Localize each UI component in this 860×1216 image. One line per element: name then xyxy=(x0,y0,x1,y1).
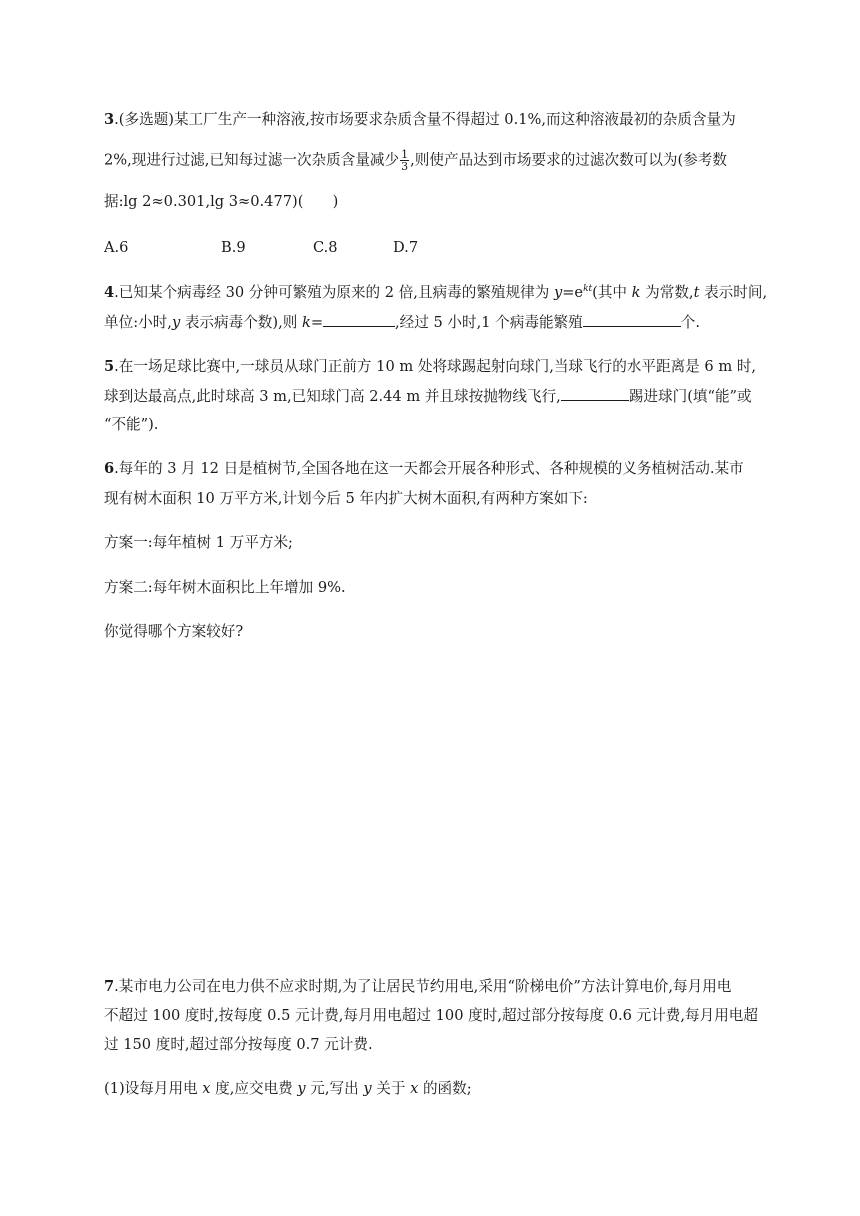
q6-question: 你觉得哪个方案较好? xyxy=(104,623,244,640)
q3-line-1: 3.(多选题)某工厂生产一种溶液,按市场要求杂质含量不得超过 0.1%,而这种溶液最初的杂质含量为 xyxy=(104,111,736,128)
q7-sub-1: (1)设每月用电 x 度,应交电费 y 元,写出 y 关于 x 的函数; xyxy=(104,1080,472,1097)
q6-plan-2: 方案二:每年树木面积比上年增加 9%. xyxy=(104,579,346,596)
q7-line-2: 不超过 100 度时,按每度 0.5 元计费,每月用电超过 100 度时,超过部分按每度 0.6 元计费,每月用电超 xyxy=(104,1007,758,1024)
q3-line-2: 2%,现进行过滤,已知每过滤一次杂质含量减少 $\frac{1}{3}$ ,则使产品达到市场要求的过滤次数可以为(参考数 xyxy=(104,148,727,173)
q3-number: 3 xyxy=(104,111,115,128)
q5-line-3: “不能”). xyxy=(104,416,159,433)
q3-option-b: B.9 xyxy=(221,239,246,256)
q3-option-d: D.7 xyxy=(393,239,419,256)
q3-options xyxy=(104,238,418,258)
q5-number: 5 xyxy=(104,358,115,375)
q5-answer-blank[interactable] xyxy=(561,386,629,401)
q7-line-3: 过 150 度时,超过部分按每度 0.7 元计费. xyxy=(104,1036,373,1053)
q7-number: 7 xyxy=(104,978,115,995)
q3-option-c: C.8 xyxy=(313,239,338,256)
q7-line-1: 7.某市电力公司在电力供不应求时期,为了让居民节约用电,采用“阶梯电价”方法计算电价,每月用电 xyxy=(104,978,732,995)
q4-number: 4 xyxy=(104,284,115,301)
q6-plan-1: 方案一:每年植树 1 万平方米; xyxy=(104,534,293,551)
q6-number: 6 xyxy=(104,460,115,477)
q5-line-1: 5.在一场足球比赛中,一球员从球门正前方 10 m 处将球踢起射向球门,当球飞行的水平距离是 6 m 时, xyxy=(104,358,757,375)
q4-answer-blank-k[interactable] xyxy=(323,312,395,327)
q4-line-2: 单位:小时,y 表示病毒个数),则 k= ,经过 5 小时,1 个病毒能繁殖 个. xyxy=(104,314,700,331)
q6-line-2: 现有树木面积 10 万平方米,计划今后 5 年内扩大树木面积,有两种方案如下: xyxy=(104,490,588,507)
q4-line-1: 4.已知某个病毒经 30 分钟可繁殖为原来的 2 倍,且病毒的繁殖规律为 $y=e^{kt}$(其中 k 为常数,t 表示时间, xyxy=(104,284,768,301)
q3-line-3: 据:lg 2≈0.301,lg 3≈0.477)( ) xyxy=(104,193,339,210)
q6-line-1: 6.每年的 3 月 12 日是植树节,全国各地在这一天都会开展各种形式、各种规模的义务植树活动.某市 xyxy=(104,460,744,477)
fraction-one-third: $\frac{1}{3}$ xyxy=(401,148,409,173)
q4-answer-blank-count[interactable] xyxy=(583,312,681,327)
q5-line-2: 球到达最高点,此时球高 3 m,已知球门高 2.44 m 并且球按抛物线飞行, 踢进球门(填“能”或 xyxy=(104,388,752,405)
q3-option-a: A.6 xyxy=(104,239,129,256)
